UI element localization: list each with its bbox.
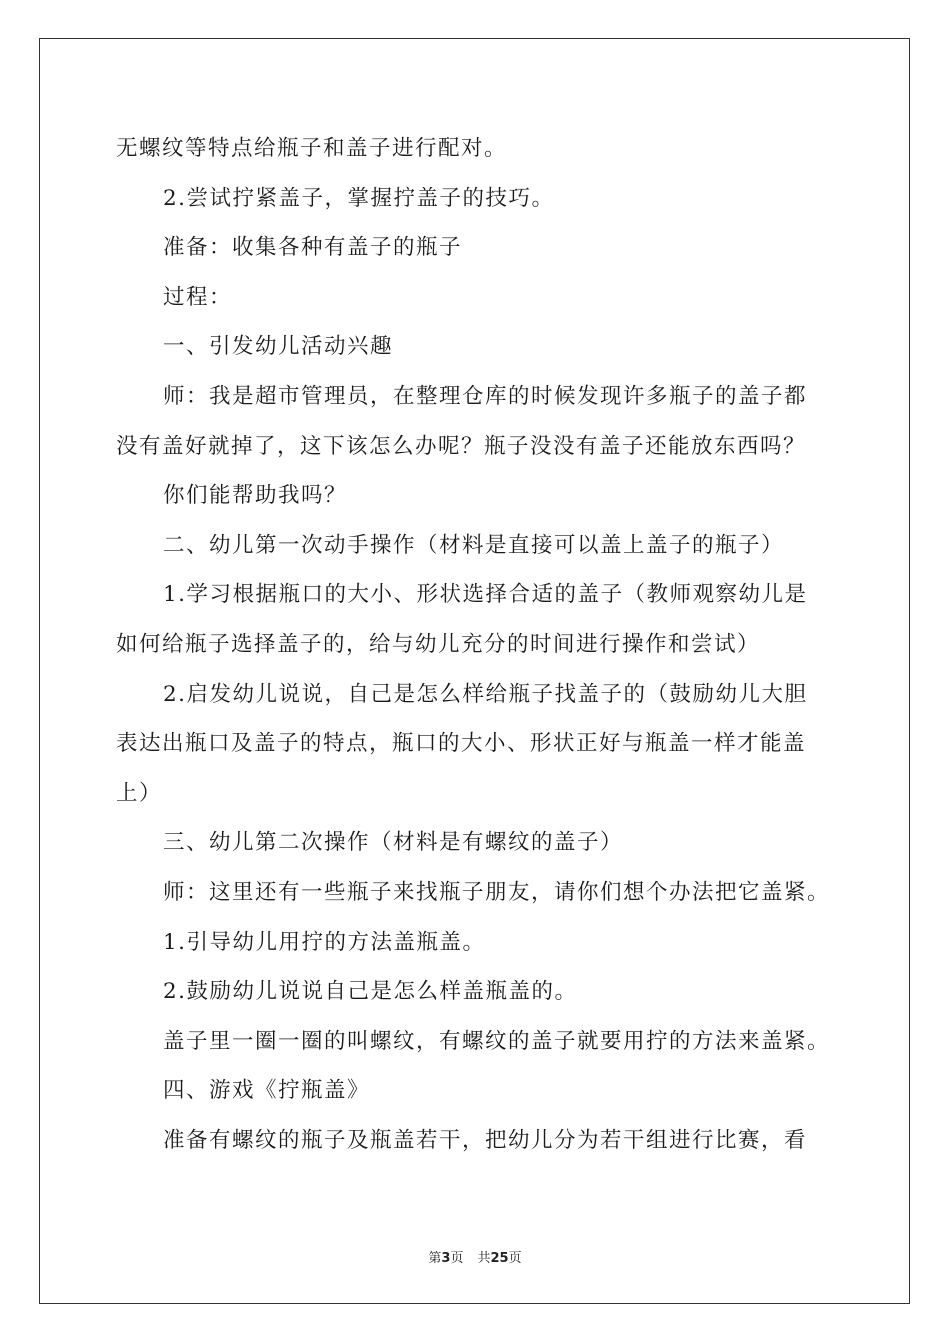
text-line: 上） bbox=[116, 780, 163, 806]
text-line: 师：这里还有一些瓶子来找瓶子朋友，请你们想个办法把它盖紧。 bbox=[163, 879, 831, 905]
text-line: 如何给瓶子选择盖子的，给与幼儿充分的时间进行操作和尝试） bbox=[116, 631, 761, 657]
text-line: 盖子里一圈一圈的叫螺纹，有螺纹的盖子就要用拧的方法来盖紧。 bbox=[163, 1028, 831, 1054]
text-line: 2.鼓励幼儿说说自己是怎么样盖瓶盖的。 bbox=[163, 979, 578, 1005]
total-pages-number: 25 bbox=[490, 1251, 509, 1266]
text-line: 2.启发幼儿说说，自己是怎么样给瓶子找盖子的（鼓励幼儿大胆 bbox=[163, 681, 808, 707]
text-line: 2.尝试拧紧盖子，掌握拧盖子的技巧。 bbox=[163, 185, 555, 211]
text-line: 没有盖好就掉了，这下该怎么办呢？瓶子没没有盖子还能放东西吗？ bbox=[116, 433, 807, 459]
current-page-number: 3 bbox=[441, 1251, 451, 1266]
footer-page-suffix: 页 bbox=[450, 1251, 464, 1266]
document-body bbox=[116, 124, 844, 1165]
text-line: 你们能帮助我吗？ bbox=[163, 483, 348, 509]
footer-total-suffix: 页 bbox=[508, 1251, 522, 1266]
text-line: 准备：收集各种有盖子的瓶子 bbox=[163, 235, 463, 261]
text-line: 师：我是超市管理员，在整理仓库的时候发现许多瓶子的盖子都 bbox=[163, 383, 808, 409]
text-line: 1.引导幼儿用拧的方法盖瓶盖。 bbox=[163, 929, 486, 955]
text-line: 四、游戏《拧瓶盖》 bbox=[163, 1078, 371, 1104]
text-line: 二、幼儿第一次动手操作（材料是直接可以盖上盖子的瓶子） bbox=[163, 532, 785, 558]
text-line: 准备有螺纹的瓶子及瓶盖若干，把幼儿分为若干组进行比赛，看 bbox=[163, 1127, 808, 1153]
footer-total-prefix: 共 bbox=[477, 1251, 491, 1266]
page-footer bbox=[0, 1247, 950, 1266]
text-line: 三、幼儿第二次操作（材料是有螺纹的盖子） bbox=[163, 830, 624, 856]
text-line: 表达出瓶口及盖子的特点，瓶口的大小、形状正好与瓶盖一样才能盖 bbox=[116, 731, 807, 757]
text-line: 一、引发幼儿活动兴趣 bbox=[163, 334, 394, 360]
text-line: 无螺纹等特点给瓶子和盖子进行配对。 bbox=[116, 136, 508, 161]
footer-page-prefix: 第 bbox=[428, 1251, 442, 1266]
text-line: 过程： bbox=[163, 284, 233, 310]
text-line: 1.学习根据瓶口的大小、形状选择合适的盖子（教师观察幼儿是 bbox=[163, 582, 808, 608]
